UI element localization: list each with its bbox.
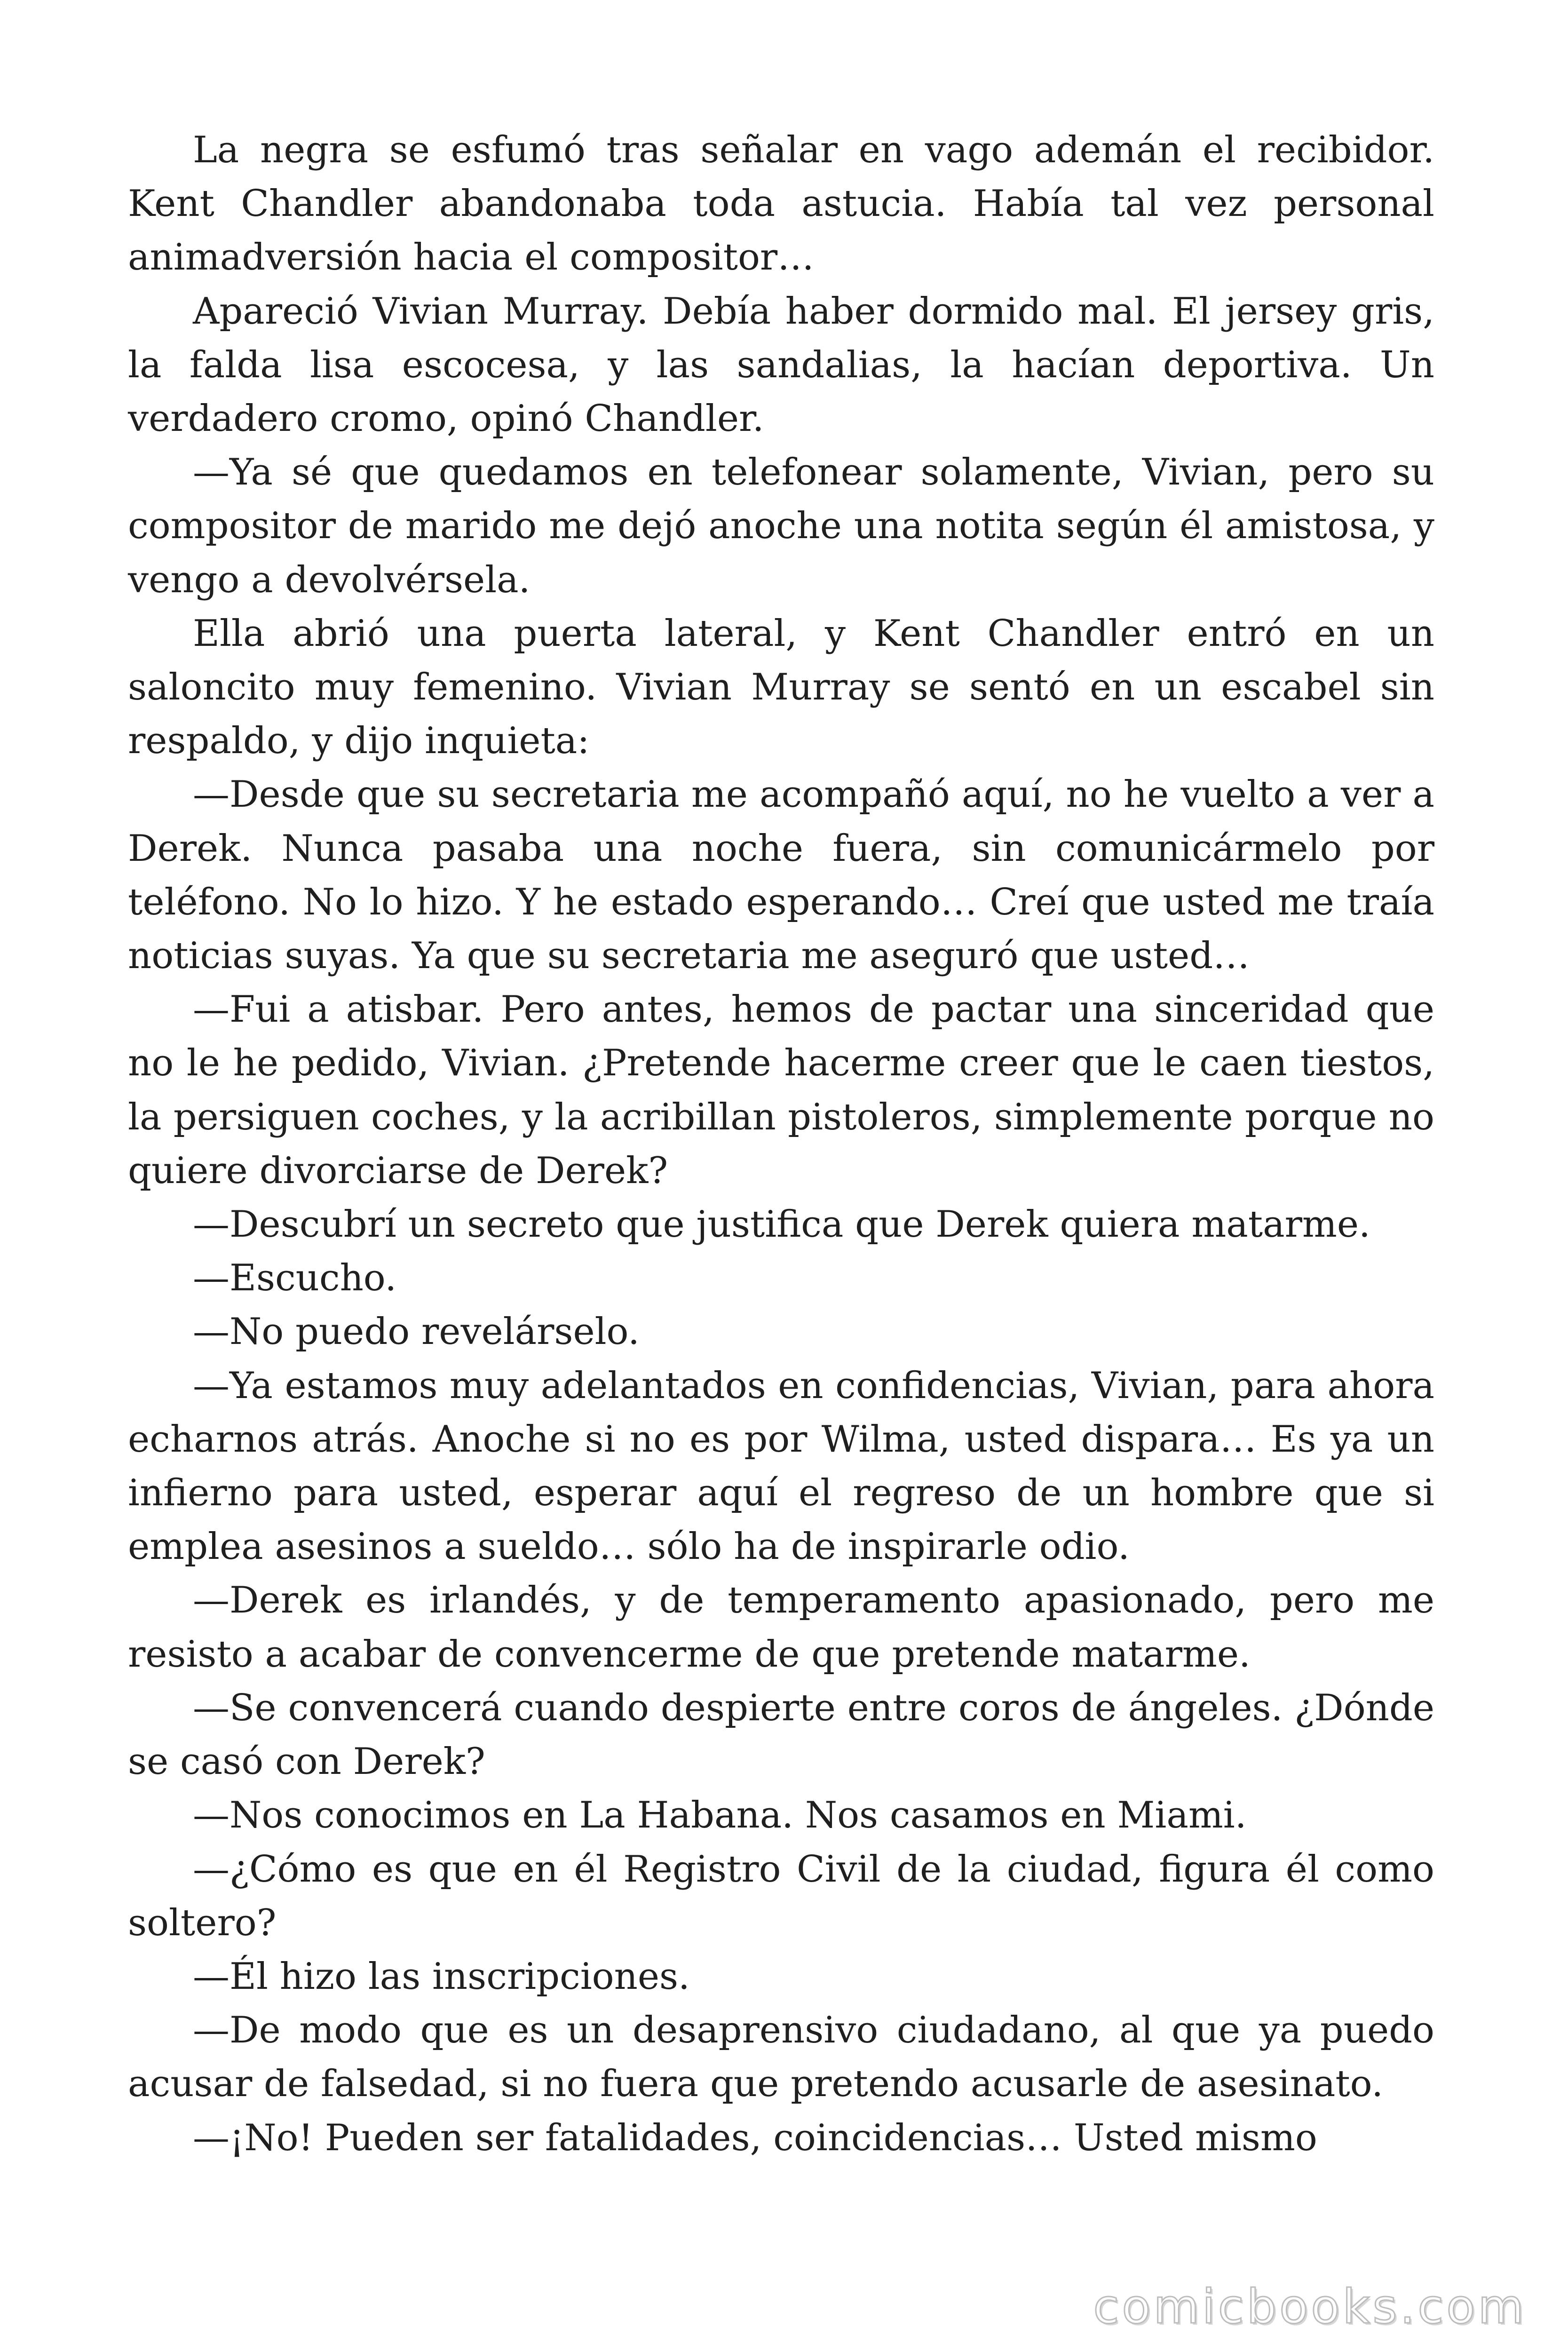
paragraph-4: Ella abrió una puerta lateral, y Kent Chandler entró en un saloncito muy femenino. Vivian Murray se sentó en un escabel sin respaldo, y dijo inquieta: <box>128 612 1434 763</box>
paragraph-16: —De modo que es un desaprensivo ciudadano, al que ya puedo acusar de falsedad, si no fuera que pretendo acusarle de asesinato. <box>128 2009 1434 2106</box>
paragraph-6: —Fui a atisbar. Pero antes, hemos de pactar una sinceridad que no le he pedido, Vivian. ¿Pretende hacerme creer que le caen tiestos, la persiguen coches, y la acribillan pistoleros, simplemente porque no quiere divorciarse de Derek? <box>128 988 1434 1192</box>
paragraph-5: —Desde que su secretaria me acompañó aquí, no he vuelto a ver a Derek. Nunca pasaba una noche fuera, sin comunicármelo por teléfono. No lo hizo. Y he estado esperando… Creí que usted me traía noticias suyas. Ya que su secretaria me aseguró que usted… <box>128 773 1434 977</box>
paragraph-11: —Derek es irlandés, y de temperamento apasionado, pero me resisto a acabar de convencerme de que pretende matarme. <box>128 1579 1434 1676</box>
paragraph-2: Apareció Vivian Murray. Debía haber dormido mal. El jersey gris, la falda lisa escocesa, y las sandalias, la hacían deportiva. Un verdadero cromo, opinó Chandler. <box>128 290 1434 440</box>
paragraph-13: —Nos conocimos en La Habana. Nos casamos en Miami. <box>193 1794 1247 1837</box>
body-text <box>128 123 1434 2165</box>
paragraph-14: —¿Cómo es que en él Registro Civil de la ciudad, figura él como soltero? <box>128 1848 1434 1944</box>
paragraph-9: —No puedo revelárselo. <box>193 1311 640 1353</box>
paragraph-10: —Ya estamos muy adelantados en confidencias, Vivian, para ahora echarnos atrás. Anoche si no es por Wilma, usted dispara… Es ya un infierno para usted, esperar aquí el regreso de un hombre que si emplea asesinos a sueldo… sólo ha de inspirarle odio. <box>128 1364 1434 1568</box>
paragraph-1: La negra se esfumó tras señalar en vago ademán el recibidor. Kent Chandler abandonaba toda astucia. Había tal vez personal animadversión hacia el compositor… <box>128 129 1434 279</box>
paragraph-3: —Ya sé que quedamos en telefonear solamente, Vivian, pero su compositor de marido me dejó anoche una notita según él amistosa, y vengo a devolvérsela. <box>128 451 1434 601</box>
paragraph-15: —Él hizo las inscripciones. <box>193 1955 690 1998</box>
paragraph-7: —Descubrí un secreto que justifica que Derek quiera matarme. <box>193 1203 1370 1246</box>
paragraph-12: —Se convencerá cuando despierte entre coros de ángeles. ¿Dónde se casó con Derek? <box>128 1686 1434 1783</box>
paragraph-8: —Escucho. <box>193 1257 397 1300</box>
watermark: comicbooks.com <box>1093 2279 1527 2334</box>
paragraph-17: —¡No! Pueden ser fatalidades, coincidencias… Usted mismo <box>193 2116 1317 2159</box>
